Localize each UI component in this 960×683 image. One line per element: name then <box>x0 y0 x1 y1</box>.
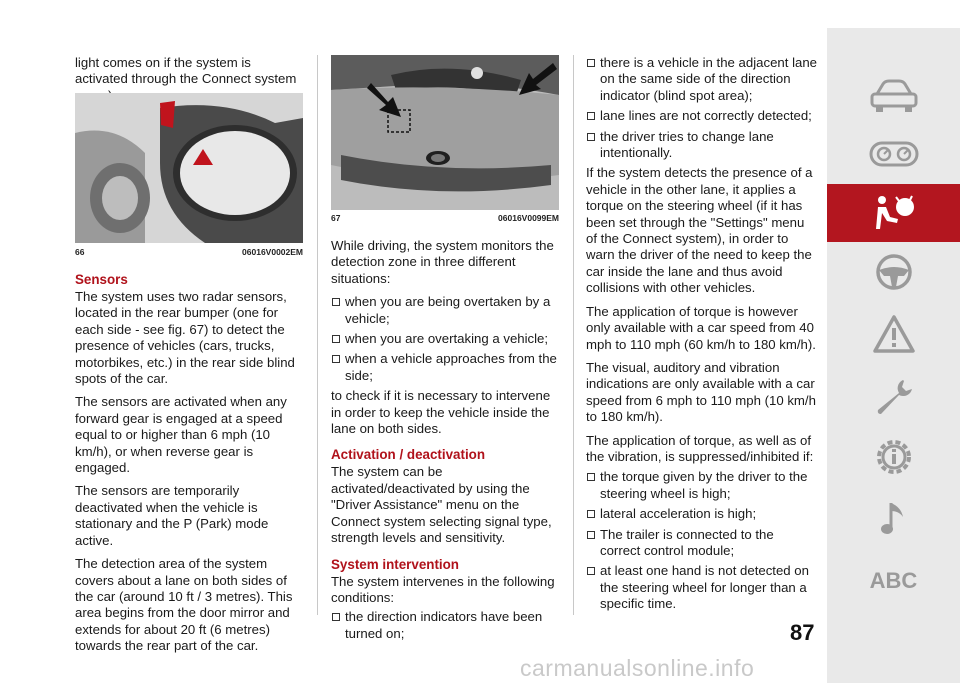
paragraph: The system uses two radar sensors, located in the rear bumper (one for each side - see fig. 67) to detect the presence of vehicles (cars, trucks, motorbikes, etc.) in the rear side blind spots of the car. <box>75 289 295 387</box>
sidebar-item-index[interactable] <box>827 552 960 610</box>
sidebar-item-technical-data[interactable] <box>827 428 960 486</box>
bullet-box-icon <box>587 473 595 481</box>
sidebar-item-emergency[interactable] <box>827 304 960 364</box>
airbag-safety-icon <box>872 193 916 233</box>
intervention-heading: System intervention <box>331 556 459 572</box>
figure-66-caption <box>75 247 303 257</box>
paragraph: The sensors are activated when any forward gear is engaged at a speed equal to or higher than 6 mph (10 km/h), or when reverse gear is engaged. <box>75 394 287 476</box>
figure-code: 06016V0002EM <box>242 247 303 257</box>
paragraph: The visual, auditory and vibration indications are only available with a car speed from 6 mph to 110 mph (10 km/h to 180 km/h). <box>586 359 816 425</box>
paragraph: The application of torque is however only available with a car speed from 40 mph to 110 mph (60 km/h to 180 km/h). <box>586 303 816 352</box>
left-column-body <box>75 264 305 662</box>
middle-column <box>331 238 559 646</box>
column-divider <box>317 55 318 615</box>
door-mirror-illustration <box>75 93 303 243</box>
bullet-item: lateral acceleration is high; <box>586 506 817 522</box>
bullet-item: when a vehicle approaches from the side; <box>331 351 559 384</box>
bullet-box-icon <box>332 613 340 621</box>
paragraph: The system can be activated/deactivated by using the "Driver Assistance" menu on the Connect system selecting signal type, strength levels and sensitivity. <box>331 464 552 546</box>
activation-heading: Activation / deactivation <box>331 447 486 463</box>
bullet-item: when you are overtaking a vehicle; <box>331 331 559 347</box>
gear-info-icon <box>872 435 916 479</box>
figure-66-door-mirror <box>75 93 303 243</box>
paragraph: The system intervenes in the following conditions: <box>331 573 555 605</box>
sidebar-item-car[interactable] <box>827 68 960 124</box>
bullet-box-icon <box>332 335 340 343</box>
steering-wheel-icon <box>874 252 914 292</box>
paragraph: The application of torque, as well as of the vibration, is suppressed/inhibited if: <box>586 432 814 464</box>
warning-triangle-icon <box>872 314 916 354</box>
figure-number: 67 <box>331 213 341 223</box>
paragraph: If the system detects the presence of a vehicle in the other lane, it applies a torque on the steering wheel (if it has been set through the "Settings" menu of the Connect system), in order to warn the driver of the need to keep the car inside the lane and thus avoid collisions with other vehicles. <box>586 165 813 296</box>
bullet-item: there is a vehicle in the adjacent lane on the same side of the direction indicator (blind spot area); <box>586 55 817 104</box>
bullet-box-icon <box>332 355 340 363</box>
bullet-item: The trailer is connected to the correct control module; <box>586 527 817 560</box>
bullet-item: the driver tries to change lane intentionally. <box>586 129 817 162</box>
wrench-icon <box>873 376 915 418</box>
bullet-item: the torque given by the driver to the steering wheel is high; <box>586 469 817 502</box>
abc-index-label: ABC <box>869 568 918 593</box>
paragraph: to check if it is necessary to intervene in order to keep the vehicle inside the lane on both sides. <box>331 388 551 437</box>
sidebar-item-dashboard[interactable] <box>827 126 960 182</box>
paragraph: The sensors are temporarily deactivated when the vehicle is stationary and the P (Park) mode active. <box>75 483 269 548</box>
figure-67-rear-bumper <box>331 55 559 210</box>
bullet-item: at least one hand is not detected on the steering wheel for longer than a specific time. <box>586 563 817 612</box>
bullet-box-icon <box>332 298 340 306</box>
chapter-sidebar <box>827 28 960 683</box>
figure-code: 06016V0099EM <box>498 213 559 223</box>
figure-number: 66 <box>75 247 85 257</box>
paragraph: While driving, the system monitors the detection zone in three different situations: <box>331 238 554 286</box>
bullet-box-icon <box>587 133 595 141</box>
music-note-icon <box>879 499 909 539</box>
bullet-item: when you are being overtaken by a vehicle; <box>331 294 559 327</box>
watermark: carmanualsonline.info <box>520 655 755 681</box>
sidebar-item-maintenance[interactable] <box>827 368 960 426</box>
dashboard-gauges-icon <box>869 139 919 169</box>
bullet-box-icon <box>587 112 595 120</box>
car-icon <box>869 78 919 114</box>
sidebar-item-safety[interactable] <box>827 184 960 242</box>
paragraph: The detection area of the system covers about a lane on both sides of the car (around 10 ft / 3 metres). This area begins from the door mirror and extends for about 20 ft (6 metres) towards the rear part of the car. <box>75 556 293 654</box>
bullet-box-icon <box>587 59 595 67</box>
bullet-box-icon <box>587 567 595 575</box>
sidebar-item-multimedia[interactable] <box>827 490 960 548</box>
column-divider <box>573 55 574 615</box>
figure-67-caption <box>331 213 559 223</box>
bullet-item: lane lines are not correctly detected; <box>586 108 817 124</box>
page-number: 87 <box>790 620 815 645</box>
right-column <box>586 55 817 617</box>
bullet-item: the direction indicators have been turned on; <box>331 609 559 642</box>
bullet-box-icon <box>587 510 595 518</box>
intro-paragraph: light comes on if the system is activated through the Connect system <box>75 55 297 87</box>
rear-bumper-illustration <box>331 55 559 210</box>
sensors-heading: Sensors <box>75 272 128 287</box>
bullet-box-icon <box>587 531 595 539</box>
sidebar-item-starting-driving[interactable] <box>827 244 960 300</box>
